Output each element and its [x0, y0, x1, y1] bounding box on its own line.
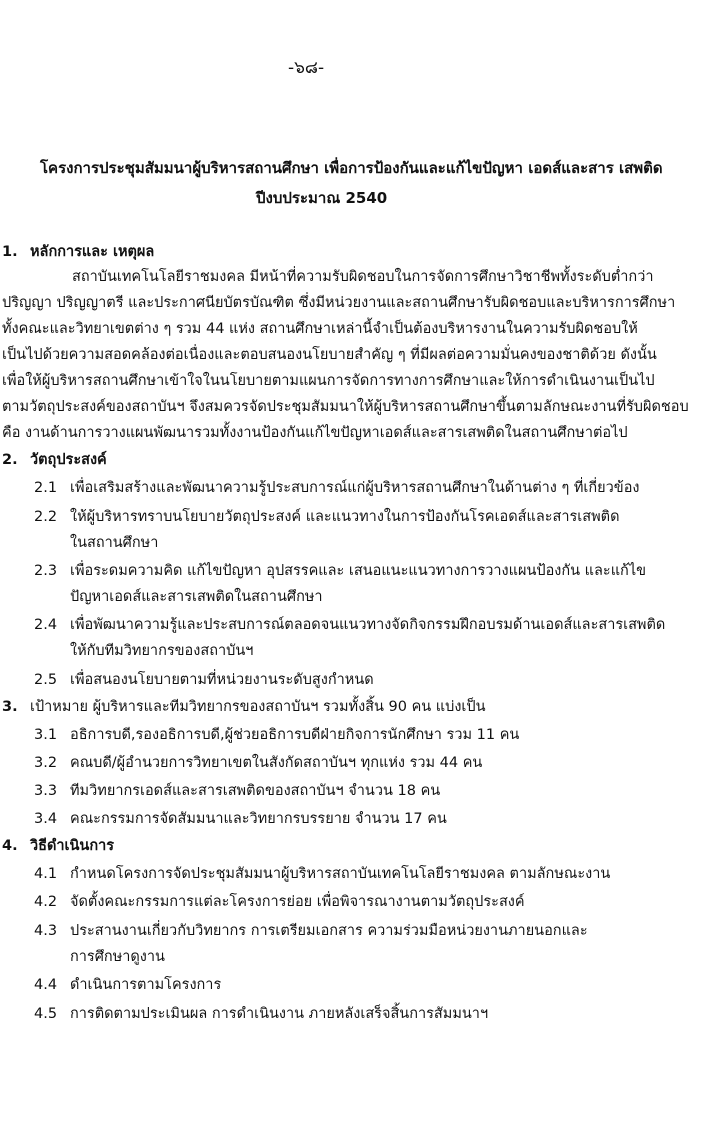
section-2-number: 2.	[2, 452, 18, 468]
section-3-heading: เป้าหมาย ผู้บริหารและทีมวิทยากรของสถาบันฯ รวมทั้งสิ้น 90 คน แบ่งเป็น	[30, 699, 486, 715]
objective-item-text: ในสถานศึกษา	[70, 535, 159, 551]
section-2-heading: วัตถุประสงค์	[30, 452, 107, 468]
section-4-number: 4.	[2, 838, 18, 854]
section-1-paragraph-line: ปริญญา ปริญญาตรี และประกาศนียบัตรบัณฑิต ซึ่งมีหน่วยงานและสถานศึกษารับผิดชอบและบริหารการศึกษา	[2, 295, 676, 311]
document-title-line-2: ปีงบประมาณ 2540	[256, 189, 388, 207]
item-number: 4.4	[34, 977, 58, 993]
section-4-heading: วิธีดำเนินการ	[30, 838, 115, 854]
method-item-text: ดำเนินการตามโครงการ	[70, 977, 222, 993]
section-1-paragraph-line: สถาบันเทคโนโลยีราชมงคล มีหน้าที่ความรับผิดชอบในการจัดการศึกษาวิชาชีพทั้งระดับต่ำกว่า	[72, 269, 654, 285]
section-1-number: 1.	[2, 244, 18, 260]
item-number: 2.5	[34, 672, 58, 688]
target-item-text: คณบดี/ผู้อำนวยการวิทยาเขตในสังกัดสถาบันฯ ทุกแห่ง รวม 44 คน	[70, 755, 483, 771]
method-item-text: จัดตั้งคณะกรรมการแต่ละโครงการย่อย เพื่อพิจารณางานตามวัตถุประสงค์	[70, 894, 525, 910]
item-number: 3.2	[34, 755, 58, 771]
item-number: 2.2	[34, 509, 58, 525]
item-number: 3.4	[34, 811, 58, 827]
section-1-paragraph-line: คือ งานด้านการวางแผนพัฒนารวมทั้งงานป้องกันแก้ไขปัญหาเอดส์และสารเสพติดในสถานศึกษาต่อไป	[2, 425, 628, 441]
section-1-heading: หลักการและ เหตุผล	[30, 244, 155, 260]
section-1-paragraph-line: เพื่อให้ผู้บริหารสถานศึกษาเข้าใจในนโยบายตามแผนการจัดการทางการศึกษาและให้การดำเนินงานเป็นไป	[2, 373, 655, 389]
objective-item-text: ปัญหาเอดส์และสารเสพติดในสถานศึกษา	[70, 589, 323, 605]
section-1-paragraph-line: เป็นไปด้วยความสอดคล้องต่อเนื่องและตอบสนองนโยบายสำคัญ ๆ ที่มีผลต่อความมั่นคงของชาติด้วย ดังนั้น	[2, 347, 657, 363]
item-number: 2.3	[34, 563, 58, 579]
method-item-text: ประสานงานเกี่ยวกับวิทยากร การเตรียมเอกสาร ความร่วมมือหน่วยงานภายนอกและ	[70, 923, 588, 939]
objective-item-text: ให้กับทีมวิทยากรของสถาบันฯ	[70, 643, 254, 659]
item-number: 3.3	[34, 783, 58, 799]
target-item-text: ทีมวิทยากรเอดส์และสารเสพติดของสถาบันฯ จำนวน 18 คน	[70, 783, 441, 799]
objective-item-text: ให้ผู้บริหารทราบนโยบายวัตถุประสงค์ และแนวทางในการป้องกันโรคเอดส์และสารเสพติด	[70, 509, 620, 525]
document-title-line-1: โครงการประชุมสัมมนาผู้บริหารสถานศึกษา เพื่อการป้องกันและแก้ไขปัญหา เอดส์และสาร เสพติด	[40, 159, 663, 177]
objective-item-text: เพื่อสนองนโยบายตามที่หน่วยงานระดับสูงกำหนด	[70, 672, 374, 688]
target-item-text: อธิการบดี,รองอธิการบดี,ผู้ช่วยอธิการบดีฝ่ายกิจการนักศึกษา รวม 11 คน	[70, 727, 520, 743]
section-3-number: 3.	[2, 699, 18, 715]
method-item-text: การศึกษาดูงาน	[70, 949, 165, 965]
item-number: 4.2	[34, 894, 58, 910]
objective-item-text: เพื่อระดมความคิด แก้ไขปัญหา อุปสรรคและ เสนอแนะแนวทางการวางแผนป้องกัน และแก้ไข	[70, 563, 647, 579]
item-number: 4.1	[34, 866, 58, 882]
method-item-text: การติดตามประเมินผล การดำเนินงาน ภายหลังเสร็จสิ้นการสัมมนาฯ	[70, 1006, 489, 1022]
method-item-text: กำหนดโครงการจัดประชุมสัมมนาผู้บริหารสถาบันเทคโนโลยีราชมงคล ตามลักษณะงาน	[70, 866, 611, 882]
item-number: 4.5	[34, 1006, 58, 1022]
section-1-paragraph-line: ตามวัตถุประสงค์ของสถาบันฯ จึงสมควรจัดประชุมสัมมนาให้ผู้บริหารสถานศึกษาขึ้นตามลักษณะงานที่รับผิดชอบ	[2, 399, 689, 415]
item-number: 3.1	[34, 727, 58, 743]
target-item-text: คณะกรรมการจัดสัมมนาและวิทยากรบรรยาย จำนวน 17 คน	[70, 811, 447, 827]
objective-item-text: เพื่อเสริมสร้างและพัฒนาความรู้ประสบการณ์แก่ผู้บริหารสถานศึกษาในด้านต่าง ๆ ที่เกี่ยวข้อง	[70, 480, 640, 496]
section-1-paragraph-line: ทั้งคณะและวิทยาเขตต่าง ๆ รวม 44 แห่ง สถานศึกษาเหล่านี้จำเป็นต้องบริหารงานในความรับผิดชอบให้	[2, 321, 638, 337]
item-number: 4.3	[34, 923, 58, 939]
item-number: 2.4	[34, 617, 58, 633]
item-number: 2.1	[34, 480, 58, 496]
page-number: -๖๘-	[288, 58, 325, 78]
objective-item-text: เพื่อพัฒนาความรู้และประสบการณ์ตลอดจนแนวทางจัดกิจกรรมฝึกอบรมด้านเอดส์และสารเสพติด	[70, 617, 666, 633]
